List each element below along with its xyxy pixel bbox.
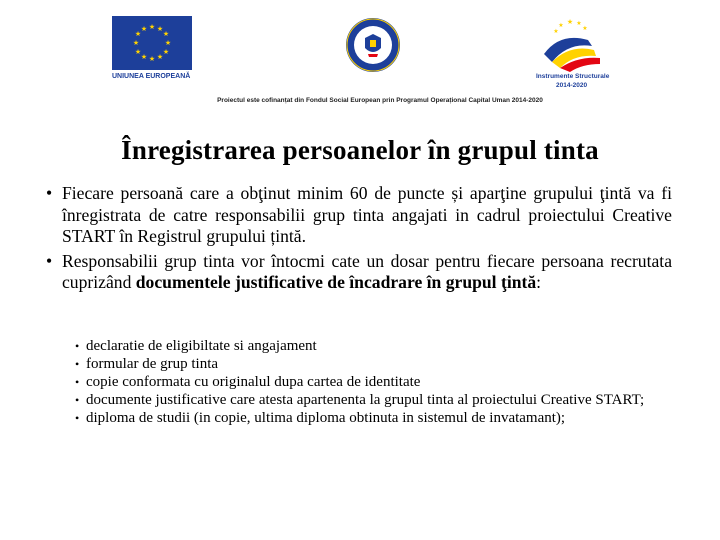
eu-stars-icon <box>112 16 192 70</box>
document-list <box>76 338 672 428</box>
list-item: • declaratie de eligibiltate si angajament <box>76 338 672 356</box>
eu-logo-caption: UNIUNEA EUROPEANĂ <box>112 73 191 80</box>
bullet-registration: • Fiecare persoană care a obţinut minim 60 de puncte și aparţine grupului ţintă va fi înregistrata de catre responsabilii grup tinta angajati in cadrul proiectului Creative START în Registrul grupului țintă. <box>40 183 672 248</box>
eu-flag <box>112 16 192 70</box>
list-item: • copie conformata cu originalul dupa cartea de identitate <box>76 374 672 392</box>
svg-text:★: ★ <box>140 25 148 33</box>
funding-statement: Proiectul este cofinanțat din Fondul Social European prin Programul Operațional Capital Uman 2014-2020 <box>217 97 543 104</box>
svg-text:★: ★ <box>576 20 582 27</box>
bullet-dossier-bold-text: documentele justificative de încadrare în grupul ţintă <box>135 272 537 292</box>
svg-text:★: ★ <box>148 23 156 31</box>
svg-text:★: ★ <box>134 30 142 38</box>
svg-text:★: ★ <box>582 25 588 32</box>
svg-text:★: ★ <box>162 48 170 56</box>
svg-text:★: ★ <box>553 28 559 35</box>
logo-bar <box>0 0 720 110</box>
svg-text:★: ★ <box>566 18 574 26</box>
main-bullet-list <box>40 183 672 297</box>
svg-text:★: ★ <box>132 39 140 47</box>
bullet-dossier-colon: : <box>536 272 542 292</box>
svg-text:★: ★ <box>558 22 564 29</box>
bullet-dossier <box>40 251 672 294</box>
structural-instruments-caption: Instrumente Structurale <box>536 73 610 80</box>
svg-text:★: ★ <box>148 55 156 63</box>
bullet-dossier-text: Responsabilii grup tinta vor întocmi cate un dosar pentru fiecare persoana recrutata cuprizând <box>62 250 672 292</box>
eu-logo <box>112 16 196 86</box>
list-item: • documente justificative care atesta apartenenta la grupul tinta al proiectului Creative START; <box>76 392 672 410</box>
list-item: • formular de grup tinta <box>76 356 672 374</box>
structural-instruments-years: 2014-2020 <box>556 82 588 89</box>
svg-text:★: ★ <box>140 53 148 61</box>
svg-text:★: ★ <box>164 39 172 47</box>
svg-text:★: ★ <box>134 48 142 56</box>
page-title: Înregistrarea persoanelor în grupul tinta <box>121 135 599 165</box>
list-item: • diploma de studii (in copie, ultima diploma obtinuta in sistemul de invatamant); <box>76 410 672 428</box>
svg-text:★: ★ <box>162 30 170 38</box>
government-seal-icon <box>344 16 402 74</box>
svg-text:★: ★ <box>156 53 164 61</box>
svg-text:★: ★ <box>156 25 164 33</box>
structural-instruments-icon <box>530 14 620 72</box>
